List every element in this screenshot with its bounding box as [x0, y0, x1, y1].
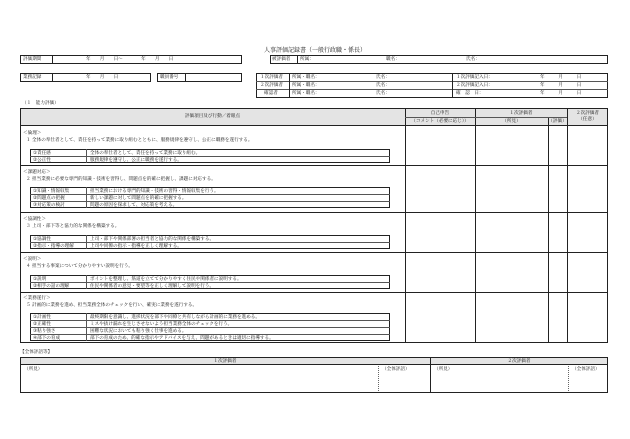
group-desc: ３ 上司・部下等と協力的な関係を構築する。 [26, 224, 120, 229]
ratee-label: 被評価者 [272, 57, 291, 62]
rater2-label: ２次評価者 [260, 83, 283, 88]
rater1-date-label: １次評価記入日： [456, 75, 493, 80]
group-desc: ５ 計画的に業務を進め、担当業務全体のチェックを行い、確実に業務を遂行する。 [26, 303, 198, 308]
item-value: ポイントを整理し、筋道を立てて分かりやすく住民や関係者に説明する。 [90, 276, 242, 282]
item-key: ②問題点の把握 [33, 195, 65, 201]
group-desc: ２ 担当業務に必要な専門的知識・技術を習得し、問題点を的確に把握し、課題に対応する。 [26, 177, 216, 182]
overall-r1-opinion[interactable]: （所見） [24, 367, 43, 372]
item-key: ①知識・情報収集 [33, 188, 70, 194]
item-value: 部下の育成のため、的確な指示やアドバイスを与え、問題があるときは適切に指導する。 [90, 335, 274, 341]
group-heading: ＜倫理＞ [23, 131, 42, 136]
overall-r2-header: ２次評価者 [507, 359, 531, 364]
document-title: 人事評価記録書（一般行政職・係長） [263, 47, 366, 54]
item-key: ②相手の話の理解 [33, 283, 70, 289]
confirmer-date[interactable]: 年 月 日 [540, 91, 582, 96]
rater1-date[interactable]: 年 月 日 [540, 75, 582, 80]
col-self-sub: （コメント（必要に応じ）） [411, 119, 469, 124]
ratee-name-label[interactable]: 氏名： [466, 57, 480, 62]
col-r1-header: １次評価者 [509, 111, 533, 116]
col-r2-header: ２次評価者 [576, 111, 599, 116]
rater2-name[interactable]: 氏名： [376, 83, 390, 88]
rater1-dept[interactable]: 所属・職名： [292, 75, 320, 80]
item-key: ②正確性 [33, 321, 51, 327]
rater2-dept[interactable]: 所属・職名： [292, 83, 320, 88]
item-value: 担当業務における専門的知識・技術の習得・情報収集を行う。 [90, 188, 219, 194]
item-value: 困難な状況においても粘り強く仕事を進める。 [90, 328, 187, 334]
group-heading: ＜課題対応＞ [23, 170, 51, 175]
group-desc: ４ 担当する事案について分かりやすい説明を行う。 [26, 264, 134, 269]
career-date[interactable]: 年 月 日 [86, 75, 119, 80]
item-value: 服務規律を遵守し、公正に職務を遂行する。 [90, 157, 182, 163]
item-key: ①説明 [33, 276, 47, 282]
col-r1-opinion: （所見） [502, 119, 521, 124]
item-value: 最終期限を意識し、進捗状況を部下や同僚と共有しながら計画的に業務を進める。 [90, 314, 260, 320]
item-value: 上司や同僚の指示・指導を正しく理解する。 [90, 243, 182, 249]
item-key: ③対応策の検討 [33, 202, 65, 208]
ratee-post-label[interactable]: 職名： [386, 57, 400, 62]
period-value[interactable]: 年 月 日～ 年 月 日 [86, 57, 174, 62]
staff-no-label: 職員番号 [160, 75, 179, 80]
confirmer-name[interactable]: 氏名： [376, 91, 390, 96]
overall-r1-header: １次評価者 [213, 359, 237, 364]
overall-r2-grade[interactable]: （全体評語） [572, 367, 600, 372]
group-desc: １ 全体の奉仕者として、責任を持って業務に取り組むとともに、服務規律を遵守し、公正に職務を遂行する。 [26, 138, 253, 143]
item-key: ①計画性 [33, 314, 51, 320]
ability-section-label: （１ 能力評価） [22, 101, 59, 106]
item-key: ①協調性 [33, 236, 51, 242]
ratee-dept-label[interactable]: 所属： [300, 57, 314, 62]
item-key: ④部下の育成 [33, 335, 61, 341]
ratee-box [270, 55, 608, 64]
period-label: 評価期間 [23, 57, 42, 62]
rater1-name[interactable]: 氏名： [376, 75, 390, 80]
col-item-header: 評価項目及び行動／着眼点 [184, 114, 241, 119]
confirmer-dept[interactable]: 所属・職名： [292, 91, 320, 96]
col-self-header: 自己申告 [430, 111, 450, 116]
item-key: ②指示・指導の理解 [33, 243, 74, 249]
group-heading: ＜業務遂行＞ [23, 296, 51, 301]
rater1-label: １次評価者 [260, 75, 283, 80]
item-key: ①責任感 [33, 150, 51, 156]
overall-r2-opinion[interactable]: （所見） [434, 367, 453, 372]
group-heading: ＜説明＞ [23, 257, 42, 262]
item-value: 新しい課題に対して問題点を的確に把握する。 [90, 195, 187, 201]
item-value: 問題の原因を探求して、対応策を考える。 [90, 202, 178, 208]
col-r1-grade: （評価） [548, 119, 567, 124]
rater2-date[interactable]: 年 月 日 [540, 83, 582, 88]
item-value: 上司・部下や関係部署の担当者と協力的な関係を構築する。 [90, 236, 215, 242]
item-value: 住民や関係者の意見・要望等を正しく理解して説明を行う。 [90, 283, 215, 289]
group-heading: ＜協調性＞ [23, 217, 46, 222]
item-value: ミスや抜け漏れを生じさせないよう担当業務全体のチェックを行う。 [90, 321, 233, 327]
rater2-date-label: ２次評価記入日： [456, 83, 493, 88]
item-value: 全体の奉仕者として、責任を持って業務に取り組む。 [90, 150, 201, 156]
confirmer-date-label: 確 認 日： [456, 91, 484, 96]
overall-label: 【全体評語等】 [20, 350, 53, 355]
col-r2-sub: （任意） [578, 117, 597, 122]
overall-r1-grade[interactable]: （全体評語） [382, 367, 410, 372]
career-label: 業務記録 [23, 75, 42, 80]
item-key: ②公正性 [33, 157, 51, 163]
item-key: ③粘り強さ [33, 328, 56, 334]
confirmer-label: 確認者 [264, 91, 278, 96]
